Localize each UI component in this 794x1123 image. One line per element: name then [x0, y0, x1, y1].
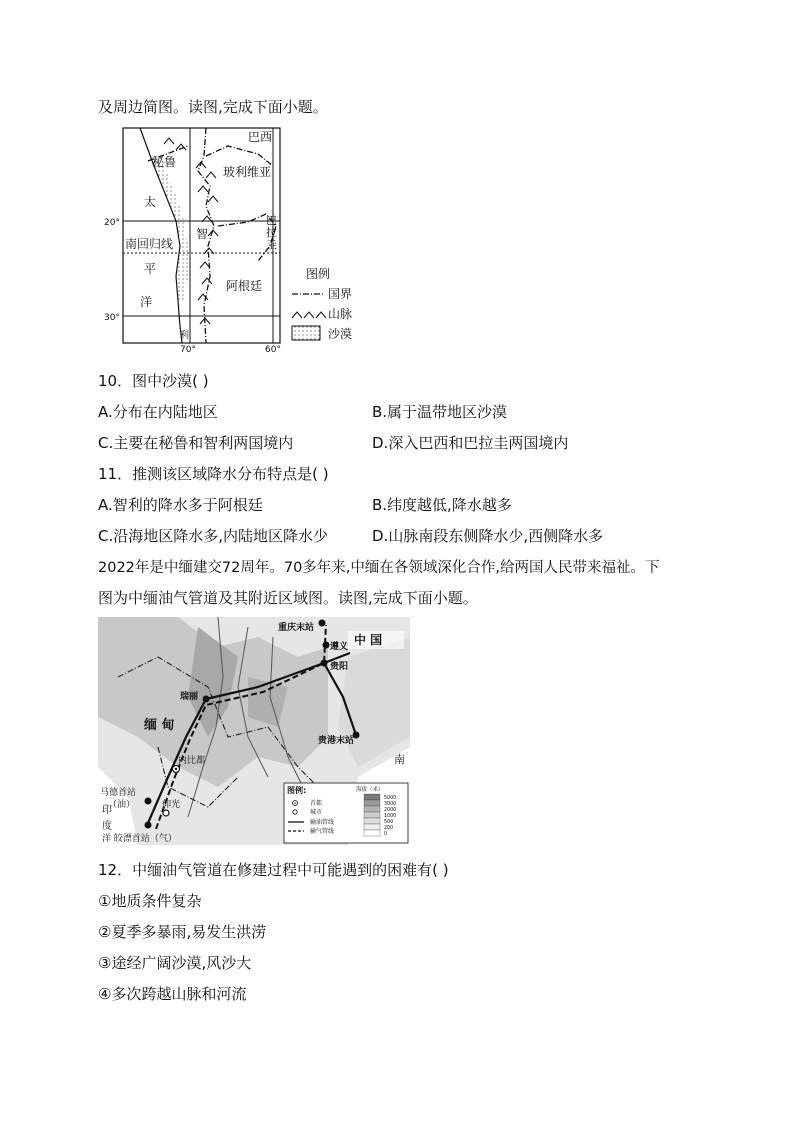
- elevation-scale: [364, 794, 380, 836]
- passage2-line2: 图为中缅油气管道及其附近区域图。读图,完成下面小题。: [98, 589, 478, 607]
- q11-stem: 11．推测该区域降水分布特点是( ): [98, 465, 329, 483]
- south-america-map: [104, 126, 358, 355]
- label-ping: 平: [144, 262, 157, 276]
- label-yangon: 仰光: [162, 800, 181, 810]
- map2-legend-elevation-title: 海拔（米）: [356, 787, 384, 793]
- q12-option-2[interactable]: ②夏季多暴雨,易发生洪涝: [98, 923, 267, 941]
- q10-option-b[interactable]: B.属于温带地区沙漠: [372, 403, 508, 421]
- elevation-label: 1000: [384, 814, 397, 819]
- map2-legend-title: 图例:: [287, 786, 307, 795]
- q12-option-1[interactable]: ①地质条件复杂: [98, 892, 202, 910]
- q10-option-a[interactable]: A.分布在内陆地区: [98, 403, 218, 421]
- legend-border: 国界: [328, 287, 353, 301]
- q11-option-b[interactable]: B.纬度越低,降水越多: [372, 496, 512, 514]
- q12-option-4[interactable]: ④多次跨越山脉和河流: [98, 985, 247, 1003]
- elevation-label: 200: [384, 826, 394, 831]
- q10-option-c[interactable]: C.主要在秘鲁和智利两国境内: [98, 434, 294, 452]
- label-paraguay-3: 圭: [266, 238, 277, 251]
- q10-stem: 10．图中沙漠( ): [98, 372, 209, 390]
- label-kyaukpyu: 洋 皎漂首站（气）: [102, 834, 177, 844]
- q11-option-a[interactable]: A.智利的降水多于阿根廷: [98, 496, 263, 514]
- label-du: 度: [102, 821, 112, 832]
- label-guiyang: 贵阳: [330, 662, 349, 672]
- label-li: 利: [180, 331, 190, 341]
- label-lat20: 20°: [104, 218, 120, 228]
- q10-option-d[interactable]: D.深入巴西和巴拉圭两国境内: [372, 434, 569, 452]
- passage2-line1: 2022年是中缅建交72周年。70多年来,中缅在各领域深化合作,给两国人民带来福祉。下: [98, 560, 660, 576]
- label-peru: 秘鲁: [152, 155, 177, 169]
- label-paraguay-2: 拉: [266, 226, 277, 239]
- q11-option-d[interactable]: D.山脉南段东侧降水少,西侧降水多: [372, 527, 604, 545]
- label-ruili: 瑞丽: [180, 692, 199, 702]
- china-myanmar-pipeline-map: [98, 617, 410, 845]
- label-made-2: （油）: [108, 800, 136, 810]
- map2-legend-gas: 输气管线: [310, 828, 335, 835]
- legend-desert: 沙漠: [328, 327, 353, 341]
- elevation-label: 500: [384, 820, 394, 825]
- label-naypyidaw: 内比都: [178, 756, 206, 766]
- label-guigang: 贵港末站: [318, 736, 355, 746]
- label-brazil: 巴西: [248, 130, 273, 144]
- label-chongqing: 重庆末站: [278, 623, 315, 633]
- label-bolivia: 玻利维亚: [223, 165, 272, 179]
- elevation-label: 2000: [384, 808, 397, 813]
- map2-legend-capital: 首都: [310, 800, 323, 807]
- label-made-1: 马德首站: [100, 788, 137, 798]
- label-tai: 太: [144, 195, 157, 209]
- label-argentina: 阿根廷: [226, 279, 263, 293]
- label-zunyi: 遵义: [330, 642, 349, 652]
- map2-legend-city: 城市: [310, 809, 323, 816]
- map2-legend-oil: 输油管线: [310, 819, 335, 826]
- elevation-label: 0: [384, 832, 388, 837]
- legend-title: 图例: [306, 267, 331, 281]
- label-lon70: 70°: [180, 345, 196, 355]
- label-yin: 印: [102, 805, 112, 816]
- label-capricorn: 南回归线: [125, 237, 174, 251]
- intro-tail: 及周边简图。读图,完成下面小题。: [98, 98, 328, 116]
- q12-option-3[interactable]: ③途经广阔沙漠,风沙大: [98, 954, 252, 972]
- label-myanmar: 缅 甸: [144, 718, 175, 733]
- elevation-label: 5000: [384, 796, 397, 801]
- label-nan: 南: [394, 753, 405, 766]
- label-lat30: 30°: [104, 313, 120, 323]
- label-paraguay-1: 巴: [266, 214, 277, 227]
- q11-option-c[interactable]: C.沿海地区降水多,内陆地区降水少: [98, 527, 329, 545]
- q12-stem: 12．中缅油气管道在修建过程中可能遇到的困难有( ): [98, 861, 449, 879]
- label-lon60: 60°: [265, 345, 281, 355]
- label-yang: 洋: [140, 295, 153, 309]
- label-china: 中 国: [354, 633, 383, 647]
- legend-mountain: 山脉: [328, 307, 353, 321]
- elevation-label: 3000: [384, 802, 397, 807]
- label-zhi: 智: [196, 227, 209, 241]
